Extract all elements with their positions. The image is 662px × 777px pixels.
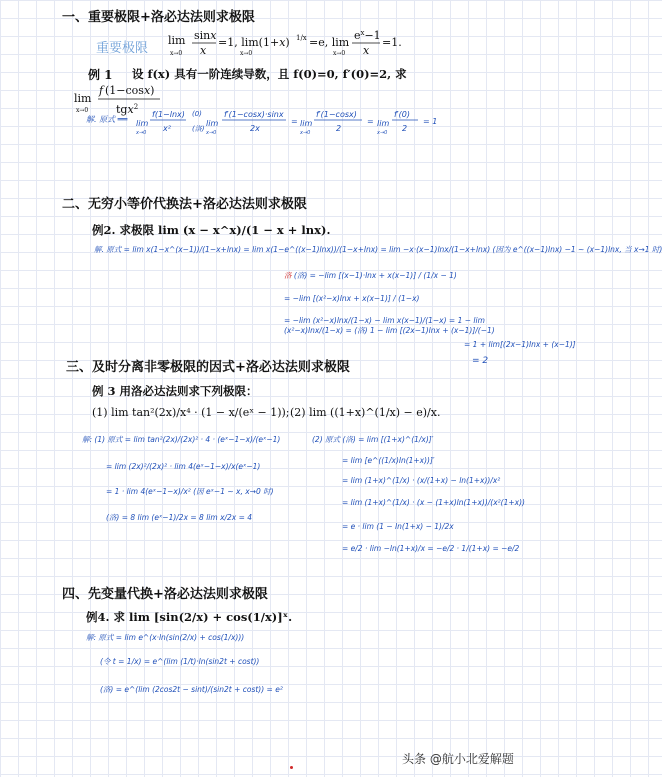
example3-text: 例 3 用洛必达法则求下列极限： [92,384,258,398]
example2-solution-line-2 [284,270,457,281]
svg-text:x→0: x→0 [377,130,388,136]
svg-text:x: x [363,44,370,57]
svg-text:lim: lim [136,119,149,128]
formula-graphic [168,28,408,62]
svg-text:2x: 2x [250,124,260,133]
svg-text:ex−1: $e^x-1$ [354,29,381,42]
example3-part1: (1) lim tan²(2x)/x⁴ · (1 − x/(eˣ − 1)); [92,406,290,419]
svg-text:=1.: =1. [382,36,402,49]
svg-text:x²: x² [163,124,171,133]
example2-solution-line-4: = −lim (x²−x)lnx/(1−x) − lim x(x−1)/(1−x) = 1 − lim (x²−x)lnx/(1−x) = (洛) 1 − lim [(2x−1)lnx + (x−1)]/(−1) [284,316,495,335]
svg-text:x→0: x→0 [300,130,311,136]
svg-text:lim: lim [168,34,186,47]
svg-text:x→0: x→0 [240,50,253,57]
svg-text:f′(0): f′(0) [394,110,410,119]
svg-text:f(1−lnx): f(1−lnx) [152,110,185,119]
example3-part2: (2) lim ((1+x)^(1/x) − e)/x. [290,406,441,419]
example4-text: 例4. 求 lim [sin(2/x) + cos(1/x)]ˣ. [86,610,293,624]
section4-title: 四、先变量代换+洛必达法则求极限 [62,587,268,602]
svg-text:f′(1−cosx): f′(1−cosx) [316,110,357,119]
example3-s2-line-1: (2) 原式 (洛) = lim [(1+x)^(1/x)]′ [312,435,434,444]
svg-text:x: x [200,44,207,57]
svg-text:=1, lim(1+x): =1, lim(1+x) [218,36,290,49]
example4-solution-line-1: 解: 原式 = lim e^(x·ln(sin(2/x) + cos(1/x))) [86,633,245,642]
svg-text:lim: lim [206,119,219,128]
example2-solution-line-2-text: (洛) = −lim [(x−1)·lnx + x(x−1)] / (1/x − 1) [293,271,457,280]
svg-text:sinx: sinx [194,29,217,42]
svg-text:=e, lim: =e, lim [309,36,350,49]
section3-title: 三、及时分离非零极限的因式+洛必达法则求极限 [66,360,350,375]
example2-solution-line-3: = −lim [(x²−x)lnx + x(x−1)] / (1−x) [284,294,420,303]
example3-s1-line-1: 解: (1) 原式 = lim tan²(2x)/(2x)² · 4 · (eˣ−1−x)/(eˣ−1) [82,435,281,444]
example3-s1-line-3: = 1 · lim 4(eˣ−1−x)/x² (因 eˣ−1 ~ x, x→0 时) [106,487,274,496]
example1-text: 设 f(x) 具有一阶连续导数，且 f(0)=0, f′(0)=2, 求 [132,67,407,81]
important-limits-formula [168,28,408,62]
example1-label: 例 1 [88,68,113,82]
footer-watermark: 头条 @航小北爱解题 [402,752,514,766]
example3-s1-line-4: (洛) = 8 lim (eˣ−1)/2x = 8 lim x/2x = 4 [106,513,253,522]
hospital-rule-mark: 洛 [284,271,292,280]
example3-s2-line-5: = e · lim (1 − ln(1+x) − 1)/2x [342,522,454,531]
example4-solution-line-3: (洛) = e^(lim (2cos2t − sint)/(sin2t + cost)) = e² [100,685,283,694]
example3-s1-line-2: = lim (2x)²/(2x)² · lim 4(eˣ−1−x)/x(eˣ−1) [106,462,261,471]
svg-text:lim: lim [74,92,92,105]
example3-s2-line-6: = e/2 · lim −ln(1+x)/x = −e/2 · 1/(1+x) = −e/2 [342,544,520,553]
example3-s2-line-2: = lim [e^((1/x)ln(1+x))]′ [342,456,435,465]
svg-text:x→0: x→0 [206,130,217,136]
example2-solution-line-5: = 1 + lim[(2x−1)lnx + (x−1)] [464,340,576,349]
example2-text: 例2. 求极限 lim (x − x^x)/(1 − x + lnx). [92,223,331,237]
svg-text:= 1: = 1 [423,117,438,126]
svg-text:(1−cosx): (1−cosx) [105,84,155,97]
svg-text:x→0: x→0 [333,50,346,57]
svg-text:lim: lim [377,119,390,128]
svg-text:x→0: x→0 [136,130,147,136]
svg-text:解. 原式 ══: 解. 原式 ══ [86,115,128,124]
svg-text:(0): (0) [192,110,202,118]
example3-s2-line-4: = lim (1+x)^(1/x) · (x − (1+x)ln(1+x))/(x²(1+x)) [342,498,525,507]
svg-text:2: 2 [336,124,342,133]
svg-text:2: 2 [402,124,408,133]
svg-text:x→0: x→0 [170,50,183,57]
example1-solution-graphic [86,104,486,138]
svg-text:=: = [291,117,298,126]
example3-s2-line-3: = lim (1+x)^(1/x) · (x/(1+x) − ln(1+x))/x² [342,476,501,485]
svg-text:tgx2: tgx$^2$ [116,103,139,116]
example4-solution-line-2: (令 t = 1/x) = e^(lim (1/t)·ln(sin2t + cost)) [100,657,260,666]
svg-text:lim: lim [300,119,313,128]
example2-solution-line-6: = 2 [472,356,489,366]
svg-text:f: f [99,84,104,97]
svg-text:=: = [367,117,374,126]
svg-text:x→0: x→0 [76,107,89,114]
svg-text:1/x: 1/x [296,34,307,42]
section1-title: 一、重要极限+洛必达法则求极限 [62,10,255,25]
svg-text:f′(1−cosx)·sinx: f′(1−cosx)·sinx [224,110,284,119]
example1-solution [86,104,486,138]
section2-title: 二、无穷小等价代换法+洛必达法则求极限 [62,197,307,212]
red-dot-mark [290,766,293,769]
svg-text:(洛): (洛) [192,125,205,133]
important-limits-label: 重要极限 [96,41,149,56]
example2-solution-line-1: 解. 原式 = lim x(1−x^(x−1))/(1−x+lnx) = lim x(1−e^((x−1)lnx))/(1−x+lnx) = lim −x·(x−1)lnx/(1−x+lnx) (因为 e^((x−1)lnx) −1 ~ (x−1)lnx, 当 x→1 时) [94,245,662,254]
